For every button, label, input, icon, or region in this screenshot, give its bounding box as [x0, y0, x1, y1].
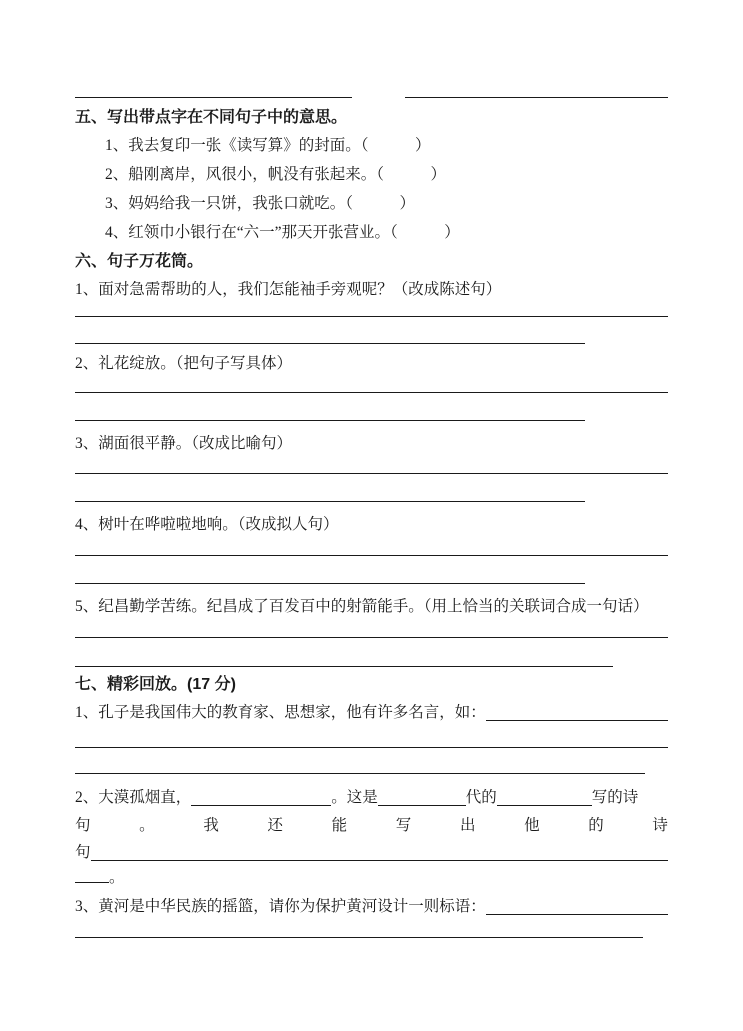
question-row: [75, 866, 668, 890]
answer-line[interactable]: [75, 727, 668, 748]
answer-line[interactable]: [75, 638, 613, 667]
question-text: 句: [75, 817, 91, 834]
question-row: [75, 698, 668, 727]
section6-heading: 六、句子万花筒。: [75, 253, 204, 270]
question-item: 3、妈妈给我一只饼，我张口就吃。（ ）: [105, 195, 416, 212]
question-text: 出: [459, 817, 476, 834]
answer-blank[interactable]: [191, 783, 331, 806]
answer-blank[interactable]: [75, 866, 109, 883]
question-prompt: 1、面对急需帮助的人，我们怎能袖手旁观呢？（改成陈述句）: [75, 281, 502, 298]
question-text: 句: [75, 844, 91, 861]
answer-line[interactable]: [75, 458, 668, 474]
question-prompt: 3、黄河是中华民族的摇篮，请你为保护黄河设计一则标语：: [75, 898, 486, 915]
answer-blank[interactable]: [91, 839, 668, 861]
question-prompt: 5、纪昌勤学苦练。纪昌成了百发百中的射箭能手。（用上恰当的关联词合成一句话）: [75, 598, 649, 615]
answer-line[interactable]: [75, 539, 668, 556]
answer-blank[interactable]: [497, 783, 592, 806]
question-prompt: 1、孔子是我国伟大的教育家、思想家，他有许多名言，如：: [75, 704, 486, 721]
answer-line[interactable]: [75, 317, 585, 344]
answer-line[interactable]: [75, 921, 643, 938]
section7-heading: 七、精彩回放。(17 分): [75, 676, 236, 693]
answer-line[interactable]: [75, 556, 585, 584]
question-item: 2、船刚离岸，风很小，帆没有张起来。（ ）: [105, 166, 447, 183]
question-text: 的: [588, 817, 604, 834]
answer-line[interactable]: [75, 748, 645, 774]
question-text: 。这是: [331, 789, 378, 806]
question-prompt: 3、湖面很平静。（改成比喻句）: [75, 435, 293, 452]
question-prompt: 2、礼花绽放。（把句子写具体）: [75, 355, 293, 372]
answer-line[interactable]: [75, 304, 668, 317]
question-text: 代的: [465, 789, 497, 806]
answer-blank[interactable]: [486, 892, 668, 915]
carryover-answer-lines: [75, 97, 668, 99]
question-row: [75, 839, 668, 866]
question-row: [75, 783, 668, 812]
answer-blank[interactable]: [378, 783, 466, 806]
question-text: 他: [524, 817, 540, 834]
answer-line[interactable]: [75, 474, 585, 502]
answer-line[interactable]: [405, 97, 668, 99]
question-text: 我: [203, 817, 219, 834]
answer-line[interactable]: [75, 378, 668, 393]
line-gap: [352, 97, 405, 99]
question-text: 写: [395, 817, 412, 834]
answer-blank[interactable]: [486, 698, 668, 721]
question-text: 能: [331, 817, 348, 834]
justified-text-row: [75, 812, 668, 839]
question-item: 1、我去复印一张《读写算》的封面。（ ）: [105, 137, 431, 154]
question-text: 写的诗: [591, 789, 639, 806]
question-text: 还: [267, 817, 283, 834]
section5-heading: 五、写出带点字在不同句子中的意思。: [75, 109, 348, 126]
question-row: [75, 892, 668, 921]
question-prompt: 4、树叶在哗啦啦地响。（改成拟人句）: [75, 516, 339, 533]
question-text: 诗: [652, 817, 668, 834]
question-text: 2、大漠孤烟直，: [75, 789, 192, 806]
answer-line[interactable]: [75, 621, 668, 638]
question-text: 。: [139, 817, 155, 834]
question-item: 4、红领巾小银行在“六一”那天开张营业。（ ）: [105, 224, 460, 241]
answer-line[interactable]: [75, 393, 585, 421]
answer-line[interactable]: [75, 97, 352, 99]
question-text: 。: [109, 869, 125, 886]
